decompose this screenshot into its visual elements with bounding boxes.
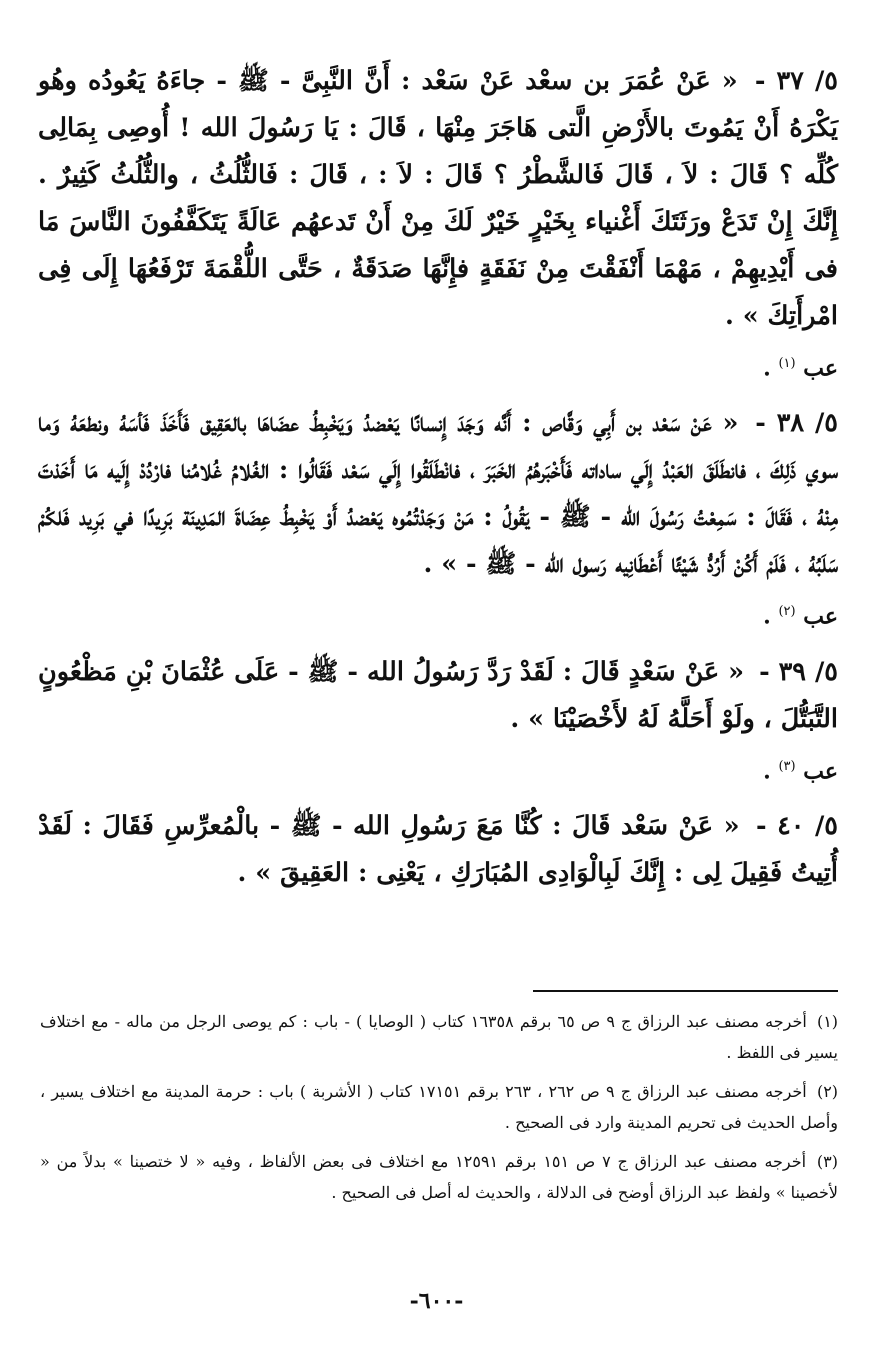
footnote-number: (١) [816, 1012, 839, 1031]
footnote-number: (٣) [816, 1152, 838, 1171]
footnote-mark: (٣) [778, 758, 796, 774]
footnote-text: أخرجه مصنف عبد الرزاق ج ٧ ص ١٥١ برقم ١٢٥٩١ مع اختلاف فى بعض الألفاظ ، وفيه « لا ختصينا » بدلاً من « لأخصينا » ولفظ عبد الرزاق أوضح فى الدلالة ، والحديث له أصل فى الصحيح . [40, 1152, 838, 1202]
footnote-number: (٢) [816, 1082, 839, 1101]
footnote-text: أخرجه مصنف عبد الرزاق ج ٩ ص ٢٦٢ ، ٢٦٣ برقم ١٧١٥١ كتاب ( الأشربة ) باب : حرمة المدينة مع اختلاف يسير ، وأصل الحديث فى تحريم المدينة وارد فى الصحيح . [40, 1082, 838, 1132]
footnote-3 [40, 1146, 838, 1208]
footnote-mark: (٢) [778, 604, 796, 620]
hadith-number: ٥/ ٣٧ - [754, 66, 838, 96]
hadith-text: « عَنْ سَعْد قَالَ : كُنَّا مَعَ رَسُولِ الله - ﷺ - بالْمُعرِّسِ فَقَالَ : لَقَدْ أُتِيتُ فَقِيلَ لِى : إِنَّكَ لَبِالْوَادِى المُبَارَكِ ، يَعْنِى : العَقِيقَ » . [38, 810, 838, 888]
hadith-reference: عب $^{(٢)}$ . [763, 603, 838, 630]
hadith-number: ٥/ ٣٨ - [755, 408, 838, 439]
hadith-number: ٥/ ٤٠ - [756, 810, 838, 841]
footnote-1 [40, 1006, 838, 1068]
hadith-text: « عَنْ سَعْد بن أَبِي وَقَّاص : أَنَّه وَجَدَ إِنسانًا يَعْضدُ وَيَخْبِطُ عضَاهَا بالعَقِيق فَأَخَذَ فَأسَهُ ونطعَهُ وَما سوي ذَلِكَ ، فانطَلَقَ العَبْدُ إِلَي ساداته فَأَخْبَرهُمُ الخَبَرَ ، فانْطَلَقُوا إِلَي سَعْد فَقَالُوا : الغُلامُ غُلامُنا فارْدُدْ إِلَيه مَا أَخَذتَ مِنْهُ ، فَقَالَ : سَمِعْتُ رَسُولَ الله - ﷺ - يَقُولُ : مَنْ وَجَدْتُمُوه يَعْضدُ أَوْ يَخْبِطُ عِضَاةَ المَدِينَة بَرِيدًا في بَرِيد فَلكُمْ سَلَبُهُ ، فَلَمْ أَكُنْ أَرُدُّ شَيْئًا أَعْطَانِيه رَسول الله - ﷺ - » . [38, 408, 838, 580]
hadith-38 [38, 400, 838, 588]
hadith-number: ٥/ ٣٩ - [759, 656, 838, 687]
main-text [38, 58, 838, 897]
hadith-40 [38, 803, 838, 897]
footnote-2 [40, 1076, 838, 1138]
footnotes [40, 1006, 838, 1216]
hadith-reference: عب $^{(١)}$ . [763, 355, 838, 382]
footnote-text: أخرجه مصنف عبد الرزاق ج ٩ ص ٦٥ برقم ١٦٣٥٨ كتاب ( الوصايا ) - باب : كم يوصى الرجل من ماله - مع اختلاف يسير فى اللفظ . [40, 1012, 838, 1062]
footnote-divider [533, 990, 838, 992]
hadith-reference: عب $^{(٣)}$ . [763, 757, 838, 784]
page-number: -٦٠٠- [409, 1288, 464, 1314]
hadith-text: « عَنْ سَعْدٍ قَالَ : لَقَدْ رَدَّ رَسُولُ الله - ﷺ - عَلَى عُثْمَانَ بْنِ مَظْعُونٍ التَّبَتُّلَ ، ولَوْ أَحَلَّهُ لَهُ لأَخْصَيْنَا » . [38, 656, 838, 734]
footnote-mark: (١) [778, 356, 796, 371]
hadith-37 [38, 58, 838, 340]
hadith-text: « عَنْ عُمَرَ بن سعْد عَنْ سَعْد : أَنَّ النَّبِىَّ - ﷺ - جاءَهُ يَعُودُه وهُو يَكْرَهُ أَنْ يَمُوتَ بالأَرْضِ الَّتى هَاجَرَ مِنْهَا ، قَالَ : يَا رَسُولَ الله ! أُوصِى بِمَالِى كُلِّه ؟ قَالَ : لاَ ، قَالَ فَالشَّطْرُ ؟ قَالَ : لاَ : ، قَالَ : فَالثُّلُثُ ، والثُّلُثُ كَثِيرٌ . إِنَّكَ إِنْ تَدَعْ ورَثَتَكَ أَغْنياء بِخَيْرٍ خَيْرٌ لَكَ مِنْ أَنْ تَدعهُم عَالَةً يَتَكَفَّفُونَ النَّاسَ مَا فى أَيْدِيهِمْ ، مَهْمَا أَنْفَقْتَ مِنْ نَفَقَةٍ فإِنَّهَا صَدَقَةٌ ، حَتَّى اللُّقْمَةَ تَرْفَعُهَا إِلَى فِى امْرأَتِكَ » . [38, 66, 838, 331]
hadith-39 [38, 649, 838, 743]
